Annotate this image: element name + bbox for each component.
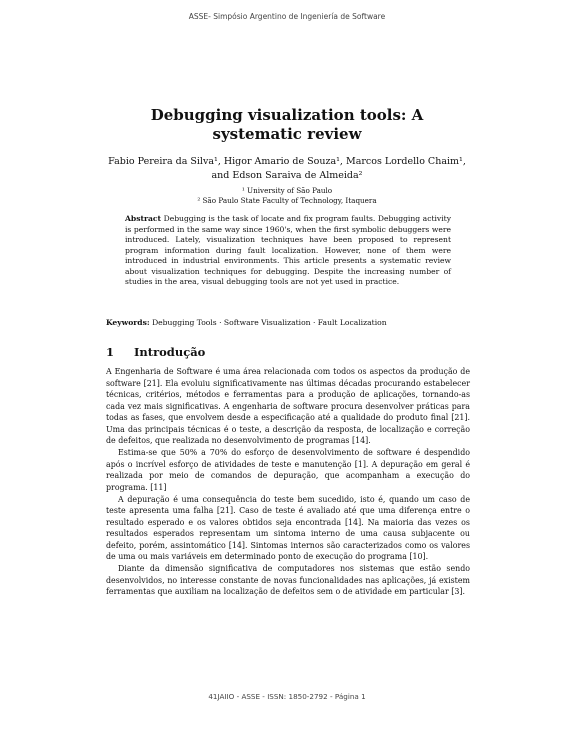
paragraph: A Engenharia de Software é uma área relacionada com todos os aspectos da produção de software [21]. Ela evoluiu significativamente nas últimas décadas procurando estabelecer técnicas, critérios, métodos e ferramentas para a produção de aplicações, tornando-as cada vez mais significativas. A engenharia de software procura desenvolver práticas para todas as fases, que envolvem desde a especificação até a qualidade do produto final [21]. Uma das principais técnicas é o teste, a descrição da resposta, de localização e correção de defeitos, que realizada no desenvolvimento de programas [14]. (106, 367, 470, 445)
affiliations (140, 186, 434, 206)
affiliation-2: ² São Paulo State Faculty of Technology, Itaquera (197, 196, 377, 205)
paragraph: A depuração é uma consequência do teste bem sucedido, isto é, quando um caso de teste apresenta uma falha [21]. Caso de teste é avaliado até que uma diferença entre o resultado esperado e os valores obtidos seja encontrada [14]. Na maioria das vezes os resultados esperados representam um sintoma interno de uma causa subjacente ou defeito, porém, assintomático [14]. Sintomas internos são caracterizados como os valores de uma ou mais variáveis em determinado ponto de execução do programa [10]. (106, 494, 470, 561)
abstract (125, 214, 451, 288)
affiliation-1: ¹ University of São Paulo (241, 186, 333, 195)
abstract-label: Abstract (125, 214, 162, 223)
author-list (105, 155, 469, 183)
keywords-label: Keywords: (106, 318, 150, 327)
section-number: 1 (106, 345, 115, 359)
keywords-text: Debugging Tools · Software Visualization · Fault Localization (152, 318, 387, 327)
authors-line-1: Fabio Pereira da Silva¹, Higor Amario de Souza¹, Marcos Lordello Chaim¹, (108, 156, 466, 167)
running-header: ASSE- Simpósio Argentino de Ingeniería de Software (188, 12, 386, 21)
paragraph: Estima-se que 50% a 70% do esforço de desenvolvimento de software é despendido após o incrível esforço de atividades de teste e manutenção [1]. A depuração em geral é realizada por meio de comandos de depuração, que acompanham a execução do programa. [11] (106, 448, 470, 492)
keywords (106, 318, 470, 329)
paper-title: Debugging visualization tools: A systematic review (150, 106, 424, 143)
authors-line-2: and Edson Saraiva de Almeida² (211, 170, 363, 181)
section-title: Introdução (134, 345, 206, 359)
section-heading (106, 345, 470, 359)
paragraph: Diante da dimensão significativa de computadores nos sistemas que estão sendo desenvolvidos, no interesse constante de novas funcionalidades nas aplicações, já existem ferramentas que auxiliam na localização de defeitos sem o de atividade em particular [3]. (106, 564, 470, 596)
page-footer: 41JAIIO - ASSE - ISSN: 1850-2792 - Página 1 (208, 692, 366, 701)
abstract-text: Debugging is the task of locate and fix program faults. Debugging activity is performed in the same way since 1960's, when the first symbolic debuggers were introduced. Lately, visualization techniques have been proposed to represent program information during fault localization. However, none of them were introduced in industrial environments. This article presents a systematic review about visualization techniques for debugging. Despite the increasing number of studies in the area, visual debugging tools are not yet used in practice. (125, 214, 451, 286)
body-text (106, 366, 470, 598)
